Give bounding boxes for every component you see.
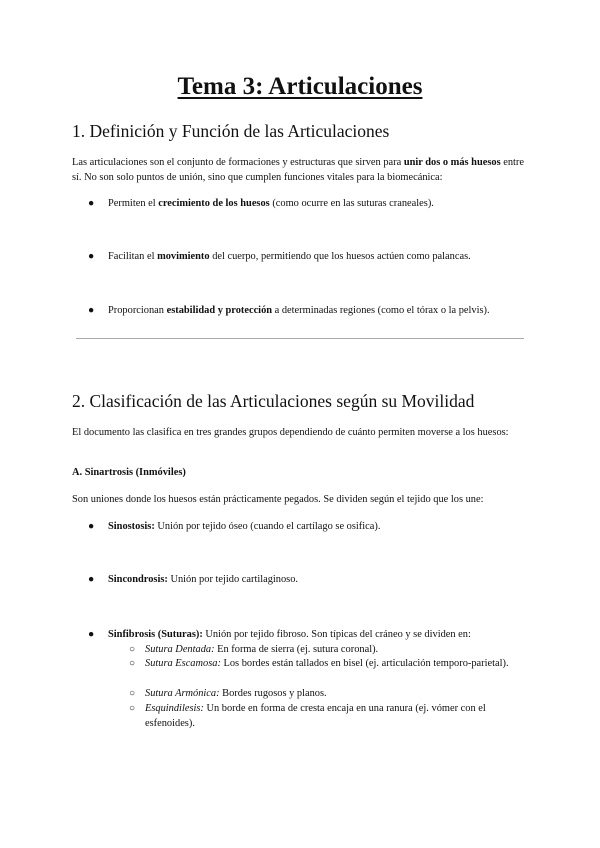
- page-title: Tema 3: Articulaciones: [177, 73, 423, 100]
- bullet-icon: ●: [88, 198, 95, 209]
- section-2-intro: El documento las clasifica en tres grandes grupos dependiendo de cuánto permiten moverse a los huesos:: [72, 427, 509, 438]
- section-2-heading: 2. Clasificación de las Articulaciones según su Movilidad: [72, 391, 475, 411]
- sub-bullet-icon: ○: [129, 703, 136, 714]
- bullet-icon: ●: [88, 521, 95, 532]
- list-item: Sincondrosis: Unión por tejido cartilaginoso.: [108, 574, 299, 585]
- sub-list-item: Sutura Dentada: En forma de sierra (ej. sutura coronal).: [145, 644, 379, 655]
- horizontal-divider: [76, 338, 524, 339]
- bullet-icon: ●: [88, 305, 95, 316]
- subsection-a-intro: Son uniones donde los huesos están prácticamente pegados. Se dividen según el tejido que los une:: [72, 494, 484, 505]
- bullet-icon: ●: [88, 629, 95, 640]
- section-1-heading: 1. Definición y Función de las Articulaciones: [72, 121, 390, 141]
- sub-list-item: Sutura Escamosa: Los bordes están tallados en bisel (ej. articulación temporo-parietal).: [145, 658, 509, 669]
- sub-list-item: Sutura Armónica: Bordes rugosos y planos.: [145, 688, 327, 699]
- list-item: Sinfibrosis (Suturas): Unión por tejido fibroso. Son típicas del cráneo y se dividen en:: [108, 629, 471, 640]
- list-item: Facilitan el movimiento del cuerpo, permitiendo que los huesos actúen como palancas.: [108, 251, 471, 262]
- section-1-intro: Las articulaciones son el conjunto de formaciones y estructuras que sirven para unir dos o más huesos entre sí. No son solo puntos de unión, sino que cumplen funciones vitales para la biomecánica:: [72, 157, 525, 183]
- sub-bullet-icon: ○: [129, 658, 136, 669]
- sub-list-item: Esquindilesis: Un borde en forma de cresta encaja en una ranura (ej. vómer con el esfenoides).: [145, 703, 486, 729]
- subsection-a-heading: A. Sinartrosis (Inmóviles): [72, 467, 186, 478]
- bullet-icon: ●: [88, 574, 95, 585]
- bullet-icon: ●: [88, 251, 95, 262]
- list-item: Proporcionan estabilidad y protección a determinadas regiones (como el tórax o la pelvis).: [108, 305, 490, 316]
- sub-bullet-icon: ○: [129, 644, 136, 655]
- sub-bullet-icon: ○: [129, 688, 136, 699]
- list-item: Permiten el crecimiento de los huesos (como ocurre en las suturas craneales).: [108, 198, 434, 209]
- list-item: Sinostosis: Unión por tejido óseo (cuando el cartílago se osifica).: [108, 521, 381, 532]
